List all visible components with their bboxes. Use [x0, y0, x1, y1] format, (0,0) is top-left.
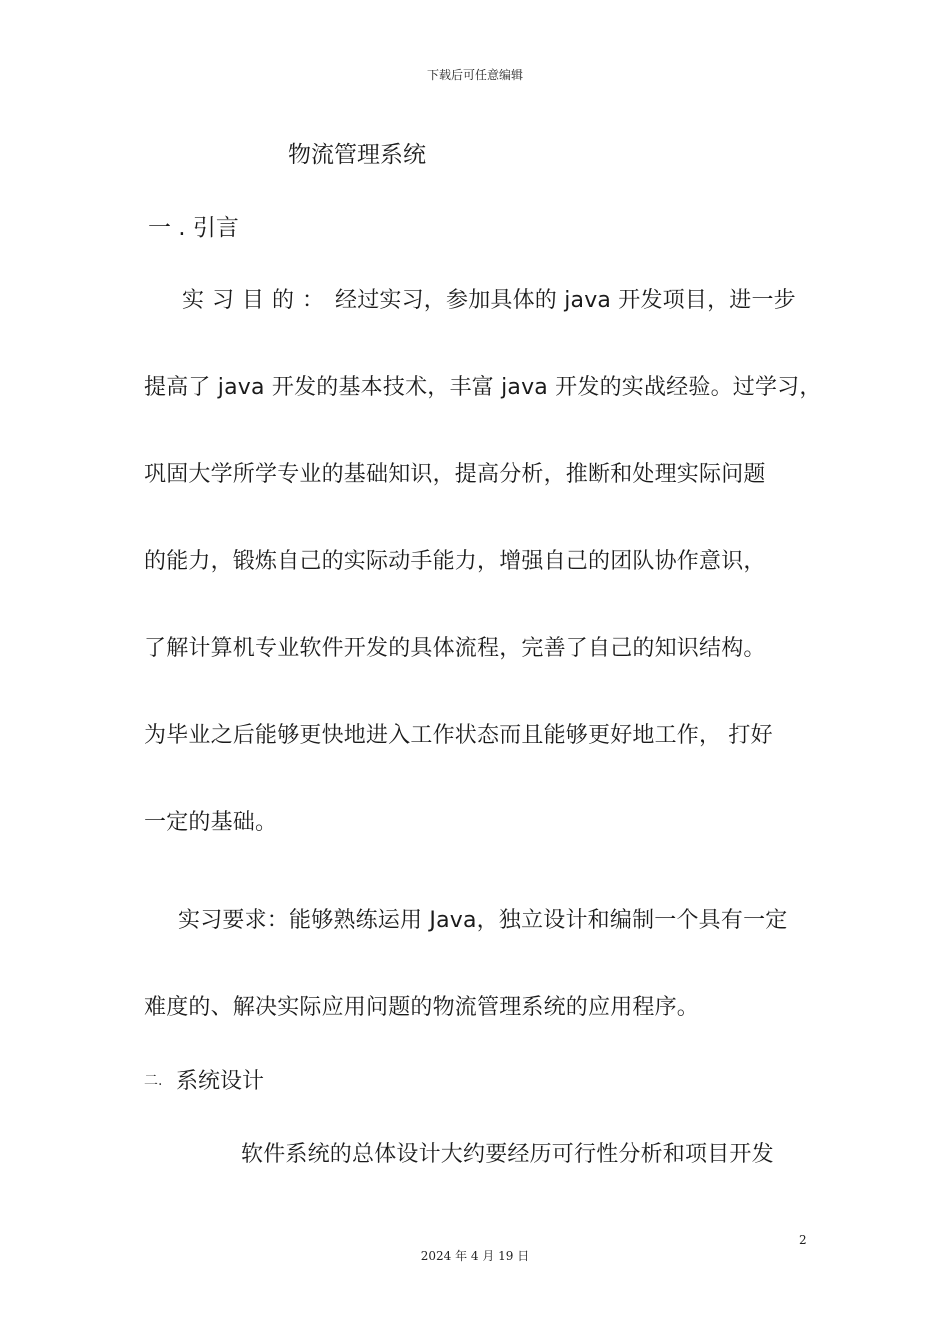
footer-date: 2024 年 4 月 19 日 [420, 1249, 530, 1263]
paragraph-line: 难度的、解决实际应用问题的物流管理系统的应用程序。 [144, 995, 700, 1020]
document-title: 物流管理系统 [288, 142, 426, 168]
paragraph-line: 了解计算机专业软件开发的具体流程，完善了自己的知识结构。 [144, 636, 766, 661]
paragraph-line: 软件系统的总体设计大约要经历可行性分析和项目开发 [241, 1142, 774, 1167]
paragraph-line: 的能力，锻炼自己的实际动手能力，增强自己的团队协作意识， [144, 549, 766, 574]
page-number: 2 [799, 1233, 807, 1247]
paragraph-line: 一定的基础。 [144, 810, 278, 835]
section-number: 二. [144, 1073, 163, 1089]
paragraph-line: 实习要求：能够熟练运用 Java，独立设计和编制一个具有一定 [178, 908, 788, 933]
paragraph-line: 为毕业之后能够更快地进入工作状态而且能够更好地工作， 打好 [144, 723, 773, 748]
header-note: 下载后可任意编辑 [426, 68, 523, 82]
paragraph-line: 经过实习，参加具体的 java 开发项目，进一步 [335, 288, 796, 313]
section-heading-introduction: 一 . 引言 [148, 215, 239, 241]
paragraph-line: 提高了 java 开发的基本技术，丰富 java 开发的实战经验。过学习， [144, 375, 822, 400]
section-heading-system-design: 系统设计 [176, 1069, 265, 1094]
purpose-label: 实习目的： [182, 288, 333, 313]
paragraph-line: 巩固大学所学专业的基础知识，提高分析，推断和处理实际问题 [144, 462, 766, 487]
